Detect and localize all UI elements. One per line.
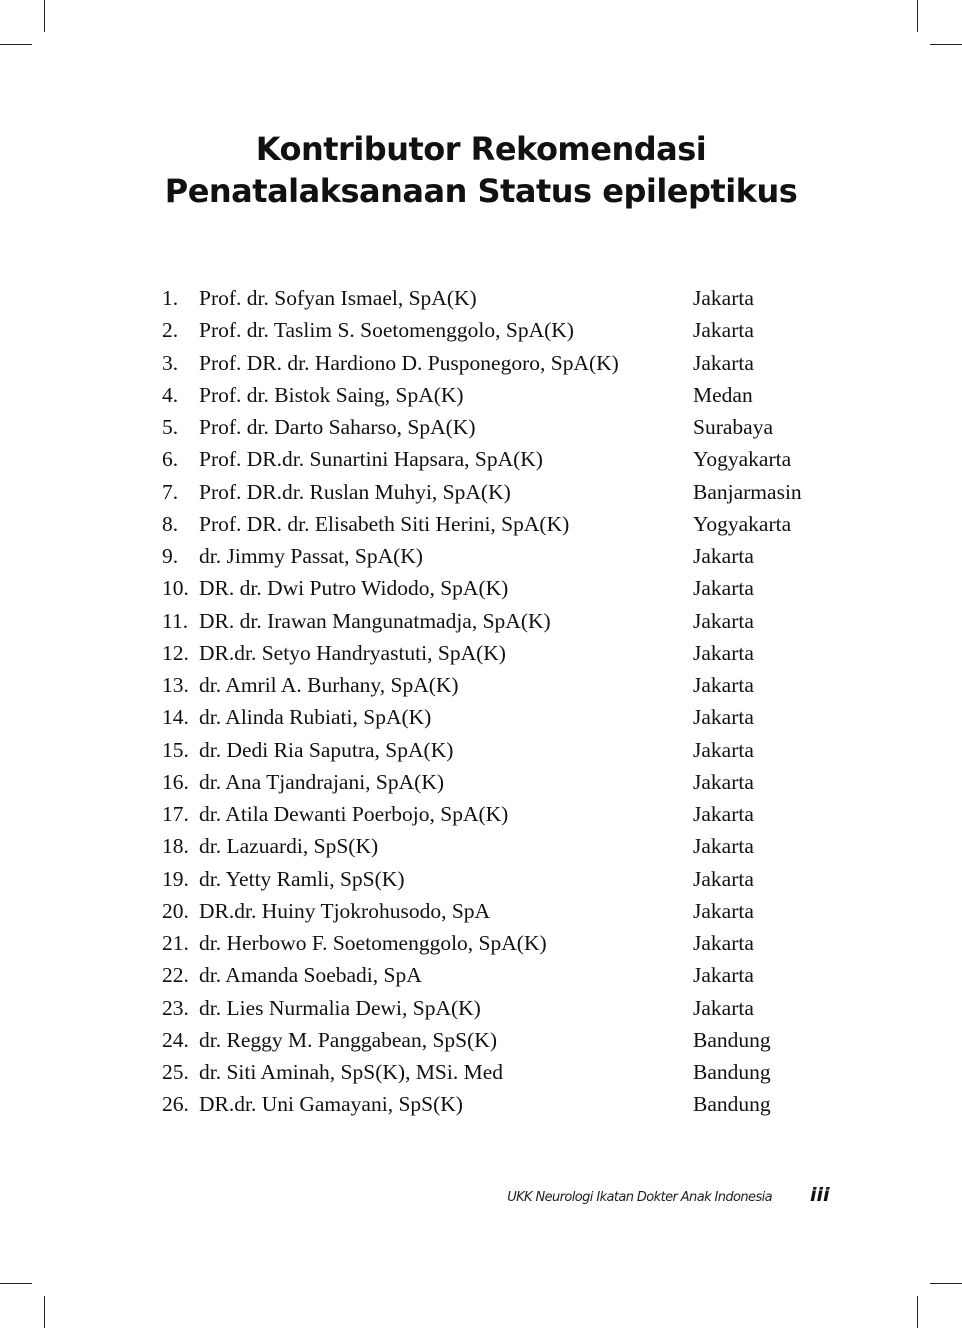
contributor-number: 2.	[162, 318, 179, 343]
list-item	[158, 766, 838, 798]
contributor-name: dr. Jimmy Passat, SpA(K)	[199, 544, 423, 568]
list-item	[158, 895, 838, 927]
contributor-city: Jakarta	[693, 802, 754, 826]
contributor-name: dr. Atila Dewanti Poerbojo, SpA(K)	[199, 802, 509, 826]
list-item	[158, 669, 838, 701]
list-item	[158, 605, 838, 637]
list-item	[158, 798, 838, 830]
contributor-city: Bandung	[693, 1060, 771, 1084]
contributor-number: 8.	[162, 511, 179, 536]
contributor-name: Prof. DR. dr. Elisabeth Siti Herini, SpA(K)	[199, 511, 570, 536]
contributor-city: Surabaya	[693, 415, 773, 439]
list-item	[158, 540, 838, 572]
contributor-number: 1.	[162, 286, 179, 310]
contributor-name: dr. Herbowo F. Soetomenggolo, SpA(K)	[199, 931, 547, 955]
contributor-city: Bandung	[693, 1027, 771, 1052]
list-item	[158, 1088, 838, 1120]
contributor-number: 10.	[162, 576, 189, 601]
list-item	[158, 508, 838, 540]
crop-mark-top-left-vertical	[44, 0, 45, 32]
contributor-number: 4.	[162, 382, 179, 407]
contributor-name: DR. dr. Dwi Putro Widodo, SpA(K)	[199, 576, 509, 601]
page-number: iii	[810, 1184, 830, 1206]
contributor-city: Jakarta	[693, 576, 754, 601]
list-item	[158, 411, 838, 443]
contributor-number: 13.	[162, 673, 189, 697]
contributor-number: 16.	[162, 769, 189, 794]
contributor-name: dr. Reggy M. Panggabean, SpS(K)	[199, 1027, 497, 1052]
contributor-city: Banjarmasin	[693, 479, 802, 504]
contributor-city: Bandung	[693, 1092, 771, 1117]
contributor-name: dr. Alinda Rubiati, SpA(K)	[199, 705, 432, 730]
crop-mark-top-right-vertical	[917, 0, 918, 32]
contributor-name: Prof. dr. Taslim S. Soetomenggolo, SpA(K)	[199, 318, 574, 343]
contributor-city: Yogyakarta	[693, 511, 792, 536]
contributor-name: dr. Lies Nurmalia Dewi, SpA(K)	[199, 995, 481, 1020]
list-item	[158, 637, 838, 669]
contributor-number: 17.	[162, 802, 189, 826]
list-item	[158, 379, 838, 411]
contributor-number: 24.	[162, 1027, 189, 1052]
list-item	[158, 701, 838, 733]
contributor-city: Jakarta	[693, 866, 754, 891]
list-item	[158, 476, 838, 508]
contributor-number: 21.	[162, 931, 189, 955]
contributor-name: dr. Siti Aminah, SpS(K), MSi. Med	[199, 1060, 504, 1084]
contributor-city: Jakarta	[693, 963, 754, 988]
page-title	[0, 128, 962, 212]
crop-mark-top-left-horizontal	[0, 44, 32, 45]
list-item	[158, 347, 838, 379]
contributor-city: Jakarta	[693, 544, 754, 568]
list-item	[158, 992, 838, 1024]
list-item	[158, 443, 838, 475]
contributor-name: DR.dr. Huiny Tjokrohusodo, SpA	[199, 898, 491, 923]
list-item	[158, 734, 838, 766]
page-title-line-1: Kontributor Rekomendasi	[255, 130, 707, 168]
contributor-name: Prof. dr. Sofyan Ismael, SpA(K)	[199, 286, 477, 310]
contributor-city: Jakarta	[693, 608, 754, 633]
contributor-name: Prof. DR.dr. Sunartini Hapsara, SpA(K)	[199, 447, 543, 472]
contributor-number: 7.	[162, 479, 179, 504]
crop-mark-bottom-right-horizontal	[930, 1283, 962, 1284]
contributor-city: Jakarta	[693, 737, 754, 762]
page-title-line-2: Penatalaksanaan Status epileptikus	[164, 172, 798, 210]
contributor-name: Prof. DR. dr. Hardiono D. Pusponegoro, SpA(K)	[199, 350, 619, 375]
contributor-number: 3.	[162, 350, 179, 375]
contributor-city: Jakarta	[693, 834, 754, 859]
list-item	[158, 572, 838, 604]
contributor-name: dr. Amanda Soebadi, SpA	[199, 963, 422, 988]
contributor-city: Jakarta	[693, 673, 754, 697]
contributor-number: 6.	[162, 447, 179, 472]
contributor-city: Jakarta	[693, 898, 754, 923]
contributor-name: Prof. dr. Darto Saharso, SpA(K)	[199, 415, 476, 439]
crop-mark-bottom-left-vertical	[44, 1296, 45, 1328]
contributor-city: Jakarta	[693, 995, 754, 1020]
contributor-number: 22.	[162, 963, 189, 988]
list-item	[158, 282, 838, 314]
contributor-city: Jakarta	[693, 769, 754, 794]
contributor-city: Jakarta	[693, 705, 754, 730]
contributor-city: Jakarta	[693, 286, 754, 310]
contributor-city: Yogyakarta	[693, 447, 792, 472]
contributor-list	[158, 282, 838, 1121]
contributor-name: DR. dr. Irawan Mangunatmadja, SpA(K)	[199, 608, 551, 633]
contributor-number: 25.	[162, 1060, 189, 1084]
crop-mark-bottom-left-horizontal	[0, 1283, 32, 1284]
contributor-city: Jakarta	[693, 640, 754, 665]
contributor-number: 5.	[162, 415, 179, 439]
contributor-city: Medan	[693, 382, 753, 407]
list-item	[158, 1024, 838, 1056]
list-item	[158, 830, 838, 862]
list-item	[158, 959, 838, 991]
contributor-number: 18.	[162, 834, 189, 859]
list-item	[158, 314, 838, 346]
contributor-name: Prof. dr. Bistok Saing, SpA(K)	[199, 382, 464, 407]
contributor-number: 20.	[162, 898, 189, 923]
crop-mark-top-right-horizontal	[930, 44, 962, 45]
contributor-city: Jakarta	[693, 350, 754, 375]
contributor-number: 19.	[162, 866, 189, 891]
contributor-number: 12.	[162, 640, 189, 665]
contributor-number: 14.	[162, 705, 189, 730]
contributor-name: dr. Dedi Ria Saputra, SpA(K)	[199, 737, 454, 762]
contributor-name: DR.dr. Uni Gamayani, SpS(K)	[199, 1092, 463, 1117]
contributor-name: dr. Amril A. Burhany, SpA(K)	[199, 673, 459, 697]
contributor-name: dr. Yetty Ramli, SpS(K)	[199, 866, 405, 891]
contributor-city: Jakarta	[693, 318, 754, 343]
contributor-number: 23.	[162, 995, 189, 1020]
contributor-number: 26.	[162, 1092, 189, 1117]
contributor-number: 11.	[162, 608, 189, 633]
contributor-number: 9.	[162, 544, 179, 568]
contributor-name: dr. Ana Tjandrajani, SpA(K)	[199, 769, 445, 794]
footer-publisher: UKK Neurologi Ikatan Dokter Anak Indonesia	[507, 1190, 772, 1205]
contributor-name: Prof. DR.dr. Ruslan Muhyi, SpA(K)	[199, 479, 511, 504]
contributor-name: dr. Lazuardi, SpS(K)	[199, 834, 379, 859]
list-item	[158, 927, 838, 959]
contributor-name: DR.dr. Setyo Handryastuti, SpA(K)	[199, 640, 506, 665]
contributor-city: Jakarta	[693, 931, 754, 955]
list-item	[158, 863, 838, 895]
contributor-number: 15.	[162, 737, 189, 762]
crop-mark-bottom-right-vertical	[917, 1296, 918, 1328]
list-item	[158, 1056, 838, 1088]
